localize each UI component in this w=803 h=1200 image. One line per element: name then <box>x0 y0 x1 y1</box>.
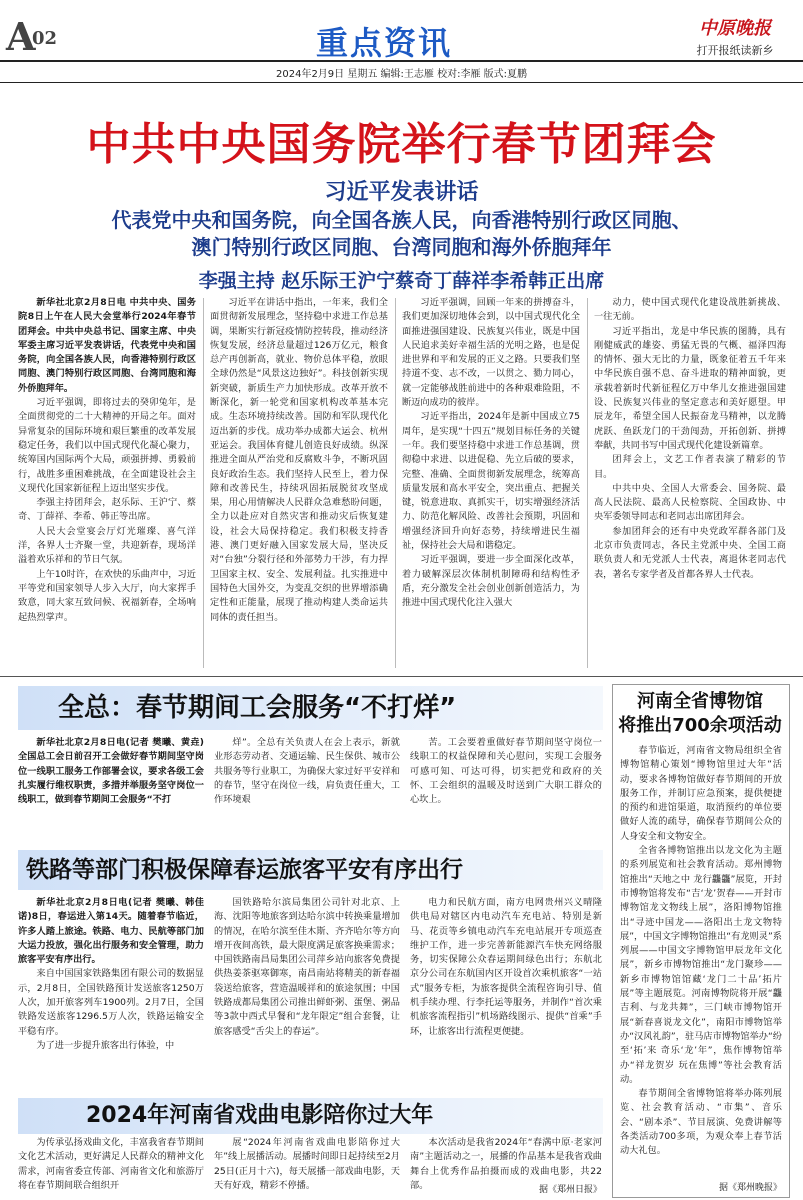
page-letter: A <box>6 14 34 59</box>
story4-column-1 <box>18 1136 204 1196</box>
sidebar-title <box>612 690 788 738</box>
masthead-rule-top <box>0 60 803 62</box>
paragraph: 新华社北京2月8日电(记者 樊曦、韩佳诺)8日，春运进入第14天。随着春节临近，许多人踏上旅途。铁路、电力、民航等部门加大运力投放，强化出行服务和安全管理，助力旅客平安有序出行。 <box>18 897 204 966</box>
sidebar-title-line2: 将推出700余项活动 <box>618 715 782 736</box>
lead-attendees: 李强主持 赵乐际王沪宁蔡奇丁薛祥李希韩正出席 <box>198 270 605 292</box>
story3-column-3 <box>410 896 602 1096</box>
newspaper-logo <box>680 14 790 58</box>
sidebar-title-line1: 河南全省博物馆 <box>637 691 763 712</box>
column-divider <box>203 298 204 668</box>
story2-column-3 <box>410 736 602 848</box>
lead-deck <box>0 207 803 261</box>
story2-headline: 全总：春节期间工会服务“不打烊” <box>18 686 603 730</box>
lead-deck-line2: 澳门特别行政区同胞、台湾同胞和海外侨胞拜年 <box>191 235 612 259</box>
story4-column-2 <box>214 1136 400 1196</box>
paragraph: 习近平强调，回顾一年来的拼搏奋斗，我们更加深切地体会到，以中国式现代化全面推进强国建设、民族复兴伟业，既是中国人民追求美好幸福生活的光明之路，也是促进世界和平和发展的正义之路。只要我们坚持道不变、志不改，一以贯之、勠力同心，就一定能够战胜前进中的各种艰难险阻，不断迈向成功的彼岸。 <box>402 297 580 409</box>
paragraph: 李强主持团拜会，赵乐际、王沪宁、蔡奇、丁薛祥、李希、韩正等出席。 <box>18 497 196 523</box>
paragraph: 为了进一步提升旅客出行体验，中 <box>36 1039 175 1051</box>
paragraph: 参加团拜会的还有中央党政军群各部门及北京市负责同志，各民主党派中央、全国工商联负责人和无党派人士代表，离退休老同志代表，著名专家学者及首都各界人士代表。 <box>594 525 786 580</box>
paragraph: 烊”。全总有关负责人在会上表示，新就业形态劳动者、交通运输、民生保供、城市公共服务等行业职工，为确保大家过好平安祥和的春节，坚守在岗位一线，肩负责任重大，工作环境艰 <box>214 737 400 806</box>
section-rule <box>0 676 803 677</box>
paragraph: 全省各博物馆推出以龙文化为主题的系列展览和社会教育活动。郑州博物馆推出“天地之中 龙行龘龘”展览，开封市博物馆将发布“吉‘龙’贺春——开封市博物馆龙文物线上展”，洛阳博物馆推出“寻迹中国龙——洛阳出土龙文物特展”，中国文字博物馆推出“有龙则灵”系列展——中国文字博物馆甲辰龙年文化展”，新乡市博物馆推出“龙门聚珍——新乡市博物馆馆藏‘龙门二十品’拓片展”等主题展览。河南博物院将开展“龘吉利、与龙共舞”，三门峡市博物馆开展“新春喜说龙文化”，南阳市博物馆举办“汉风礼韵”，驻马店市博物馆举办“纷至‘拓’来 奇乐‘龙’年”，焦作博物馆举办“祥龙贺岁 玩在焦博”等社会教育活动。 <box>620 845 782 1085</box>
column-divider <box>395 298 396 668</box>
story4-credit: 据《郑州日报》 <box>538 1185 602 1195</box>
lead-column-2 <box>210 296 388 670</box>
paragraph: 国铁路哈尔滨局集团公司针对北京、上海、沈阳等地旅客到达哈尔滨中转换乘量增加的情况，在哈尔滨至佳木斯、齐齐哈尔等方向增开夜间高铁，最大限度满足旅客换乘需求；中国铁路南昌局集团公司萍乡站向旅客免费提供热姜茶驱寒御寒，南昌南站将精美的新春福袋送给旅客，营造温暖祥和的旅途氛围；中国铁路成都局集团公司推出鲜虾粥、蛋堡、粥品等3款中西式早餐和“龙年限定”组合套餐，让旅客感受“舌尖上的春运”。 <box>214 897 400 1037</box>
lead-column-1 <box>18 296 196 670</box>
logo-slogan: 打开报纸读新乡 <box>696 44 774 57</box>
paragraph: 来自中国国家铁路集团有限公司的数据显示，2月8日，全国铁路预计发送旅客1250万人次，加开旅客列车1900列。2月7日，全国铁路发送旅客1296.5万人次，铁路运输安全平稳有序。 <box>18 968 204 1037</box>
paragraph: 习近平强调，要进一步全面深化改革，着力破解深层次体制机制障碍和结构性矛盾，充分激发全社会创业创新创造活力，为推进中国式现代化注入强大 <box>402 554 580 609</box>
dateline: 2024年2月9日 星期五 编辑:王志雁 校对:李雁 版式:夏鹏 <box>276 69 527 80</box>
story3-column-1 <box>18 896 204 1096</box>
lead-column-4 <box>594 296 786 670</box>
paragraph: 习近平在讲话中指出，一年来，我们全面贯彻新发展理念，坚持稳中求进工作总基调，果断实行新冠疫情防控转段，推动经济恢复发展，经济总量超过126万亿元，粮食总产再创新高，就业、物价总体平稳，放眼全球仍然是“风景这边独好”。科技创新实现新突破，新质生产力加快形成。改革开放不断深化，新一轮党和国家机构改革基本完成。生态环境持续改善。国防和军队现代化迈出新的步伐。成功举办成都大运会、杭州亚运会。我国体育健儿创造良好成绩。纵深推进全面从严治党和反腐败斗争，不断巩固良好政治生态。我们坚持人民至上，着力保障和改善民生，持续巩固拓展脱贫攻坚成果，用心用情解决人民群众急难愁盼问题，全力以赴应对自然灾害和推动灾后恢复建设，社会大局保持稳定。我们积极支持香港、澳门更好融入国家发展大局，坚决反对“台独”分裂行径和外部势力干涉，有力捍卫国家主权、安全、发展利益。扎实推进中国特色大国外交，为变乱交织的世界增添确定性和正能量，展现了推动构建人类命运共同体的责任担当。 <box>210 297 388 623</box>
paragraph: 动力，使中国式现代化建设战胜新挑战、一往无前。 <box>594 297 786 323</box>
section-title: 重点资讯 <box>316 24 453 62</box>
lead-paragraph: 新华社北京2月8日电 中共中央、国务院8日上午在人民大会堂举行2024年春节团拜会。中共中央总书记、国家主席、中央军委主席习近平发表讲话，代表党中央和国务院，向全国各族人民，向香港特别行政区同胞、澳门特别行政区同胞、台湾同胞和海外侨胞拜年。 <box>18 297 196 394</box>
sidebar-body <box>620 744 782 1174</box>
paragraph: 苦。工会要着重做好春节期间坚守岗位一线职工的权益保障和关心慰问，实现工会服务可感可知、可达可得，切实把党和政府的关怀、工会组织的温暖及时送到广大职工群众的心坎上。 <box>410 737 602 806</box>
paragraph: 习近平强调，即将过去的癸卯兔年，是全面贯彻党的二十大精神的开局之年。面对异常复杂的国际环境和艰巨繁重的改革发展稳定任务，我们以中国式现代化凝心聚力，统筹国内国际两个大局，顽强拼搏、勇毅前行，战胜多重困难挑战，在全面建设社会主义现代化国家新征程上迈出坚实步伐。 <box>18 397 196 494</box>
lead-headline: 中共中央国务院举行春节团拜会 <box>86 119 717 170</box>
masthead-rule-bottom <box>0 82 803 83</box>
paragraph: 人民大会堂宴会厅灯光璀璨、喜气洋洋，各界人士齐聚一堂，共迎新春，现场洋溢着欢乐祥和的节日气氛。 <box>18 525 196 566</box>
paragraph: 为传承弘扬戏曲文化，丰富我省春节期间文化艺术活动，更好满足人民群众的精神文化需求，河南省委宣传部、河南省文化和旅游厅将在春节期间联合组织开 <box>18 1137 204 1191</box>
sidebar-credit: 据《郑州晚报》 <box>718 1183 782 1193</box>
story2-column-2 <box>214 736 400 848</box>
lead-column-3 <box>402 296 580 670</box>
paragraph: 习近平指出，2024年是新中国成立75周年，是实现“十四五”规划目标任务的关键一年。我们要坚持稳中求进工作总基调，贯彻稳中求进、以进促稳、先立后破的要求，完整、准确、全面贯彻新发展理念，统筹高质量发展和高水平安全，突出重点、把握关键，锐意进取、真抓实干，切实增强经济活力、防范化解风险、改善社会预期，巩固和增强经济回升向好态势，持续增进民生福祉，保持社会大局和谐稳定。 <box>402 411 580 552</box>
paragraph: 春节期间全省博物馆将举办陈列展览、社会教育活动、“市集”、音乐会、“剧本杀”、节目展演、免费讲解等各类活动700多项，为观众奉上春节活动大礼包。 <box>620 1088 782 1157</box>
paragraph: 新华社北京2月8日电(记者 樊曦、黄垚)全国总工会日前召开工会做好春节期间坚守岗位一线职工服务工作部署会议，要求各级工会扎实履行维权职责，多措并举服务坚守岗位一线职工，做到春节期间工会服务“不打 <box>18 737 204 806</box>
story3-column-2 <box>214 896 400 1096</box>
paragraph: 展“2024年河南省戏曲电影陪你过大年”线上展播活动。展播时间即日起持续至2月25日(正月十六)，每天展播一部戏曲电影，天天有好戏，精彩不停播。 <box>214 1137 400 1191</box>
paragraph: 上午10时许，在欢快的乐曲声中，习近平等党和国家领导人步入大厅，向大家挥手致意，同大家互致问候、祝福新春，全场响起热烈掌声。 <box>18 568 196 623</box>
paragraph: 本次活动是我省2024年“春满中原·老家河南”主题活动之一，展播的作品基本是我省戏曲舞台上优秀作品拍摄而成的戏曲电影，共22部。 <box>410 1137 602 1191</box>
story3-headline: 铁路等部门积极保障春运旅客平安有序出行 <box>18 850 603 890</box>
lead-deck-line1: 代表党中央和国务院，向全国各族人民，向香港特别行政区同胞、 <box>111 208 692 232</box>
column-divider <box>587 298 588 668</box>
paragraph: 电力和民航方面，南方电网贵州兴义晴隆供电局对辖区内电动汽车充电站、特别是新马、花贡等乡镇电动汽车充电站展开专项巡查维护工作，进一步完善新能源汽车快充网络服务，切实保障公众春运期间绿色出行；东航北京分公司在东航国内区开设首次乘机旅客“一站式”服务专柜，为旅客提供全流程咨询引导、值机手续办理、行李托运等服务，并制作“首次乘机旅客流程指引”机场路线图示、提供“首乘”手环，让旅客出行流程更便捷。 <box>410 897 602 1037</box>
story4-headline: 2024年河南省戏曲电影陪你过大年 <box>18 1098 603 1134</box>
story2-column-1 <box>18 736 204 848</box>
page-number: 02 <box>32 28 58 49</box>
lead-subtitle: 习近平发表讲话 <box>324 179 479 205</box>
paragraph: 中共中央、全国人大常委会、国务院、最高人民法院、最高人民检察院、全国政协、中央军委领导同志和老同志出席团拜会。 <box>594 482 786 523</box>
logo-name: 中原晚报 <box>699 18 771 39</box>
paragraph: 习近平指出，龙是中华民族的图腾，具有刚健威武的雄姿、勇猛无畏的气概、福泽四海的情怀、强大无比的力量，既象征着五千年来中华民族自强不息、奋斗进取的精神面貌，更承载着新时代新征程亿万中华儿女推进强国建设、民族复兴伟业的坚定意志和美好愿望。甲辰龙年，希望全国人民振奋龙马精神，以龙腾虎跃、鱼跃龙门的干劲闯劲，开拓创新、拼搏奉献，共同书写中国式现代化建设新篇章。 <box>594 325 786 451</box>
paragraph: 团拜会上，文艺工作者表演了精彩的节目。 <box>594 454 786 480</box>
paragraph: 春节临近，河南省文物局组织全省博物馆精心策划“博物馆里过大年”活动，要求各博物馆做好春节期间的开放服务工作，并制订应急预案，提供便捷的预约和进馆渠道，取消预约的单位要做好人流的疏导，确保春节期间公众的人身安全和文物安全。 <box>620 745 782 842</box>
